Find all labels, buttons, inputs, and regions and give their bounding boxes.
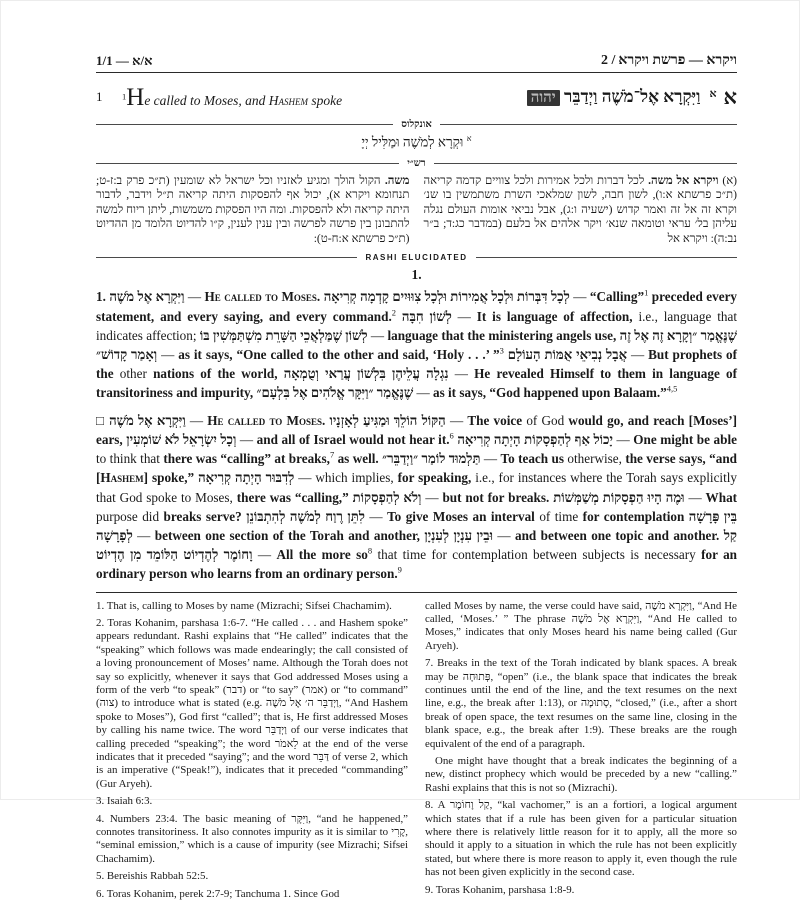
elucidation-paragraph: □ וַיִּקְרָא אֶל מֹשֶׁה — He called to Moses. הַקּוֹל הוֹלֵךְ וּמַגִּיעַ לְאָזְנָיו — The voice of God would go, and reach [Moses’] ears, וְכָל יִשְׂרָאֵל לֹא שׁוֹמְעִין — and all of Israel would not hear it.$^6$ יָכוֹל אַף לְהַפְסָקוֹת הָיְתָה קְרִיאָה — One might be able to think that there was “calling” at breaks,$^7$ as well. תַּלְמוּד לוֹמַר ״וַיְדַבֵּר״ — To teach us otherwise, the verse says, “and [Hashem] spoke,” לְדִבּוּר הָיְתָה קְרִיאָה — which implies, for speaking, i.e., for instances where the Torah says explicitly that God spoke to Moses, there was “calling,” וְלֹא לְהַפְסָקוֹת — but not for breaks. וּמֶה הָיוּ הַפְסָקוֹת מְשַׁמְּשׁוֹת — What purpose did breaks serve? לִתֵּן רֶוַח לְמֹשֶׁה לְהִתְבּוֹנֵן — To give Moses an interval of time for contemplation בֵּין פָּרָשָׁה לְפָרָשָׁה — between one section of the Torah and another, וּבֵין עִנְיָן לְעִנְיָן — and between one topic and another. קַל וָחוֹמֶר לְהֶדְיוֹט הַלּוֹמֵד מִן הֶדְיוֹט — All the more $so^8$ that time for contemplation between subjects is necessary for an ordinary person who learns from an ordinary person.$^9$ bbox=[96, 412, 738, 582]
footnote: 7. Breaks in the text of the Torah indicated by blank spaces. A break may be פְּתוּחָה, “open” (i.e., the blank space that indicates the break continues until the end of the line, and the text resumes on the next line, e.g., the break after 1:13), or סְתוּמָה, “closed,” (i.e., after a short break of open space, the text resumes on the same line, closing in the blank space, e.g., the break after 1:9). These breaks are the rough equivalent of the end of a paragraph. bbox=[425, 657, 737, 750]
onkelos-divider bbox=[96, 119, 737, 130]
divider-line bbox=[96, 257, 357, 258]
footnote: 4. Numbers 23:4. The basic meaning of וַיִּקָּר, “and he happened,” connotes transitoriness. It also connotes impurity as it is similar to קֶרִי, “seminal emission,” which is a cause of impurity (see Mizrachi; Sifsei Chachamim). bbox=[96, 812, 409, 865]
footnote: called Moses by name, the verse could have said, וַיִּקְרָא מֹשֶׁה, “And He called, ‘Moses.’ ” The phrase וַיִּקְרָא אֶל מֹשֶׁה, “And He called to Moses,” indicates that only Moses heard his name being called (Gur Aryeh). bbox=[425, 599, 737, 652]
elucidation-paragraph: 1. וַיִּקְרָא אֶל מֹשֶׁה — He called to Moses. לְכָל דִּבְּרוֹת וּלְכָל אֲמִירוֹת וּלְכָל צִוּוּיִים קָדְמָה קְרִיאָה — “Calling”$^1$ preceded every statement, and every saying, and every command.$^2$ לְשׁוֹן חִבָּה — It is language of affection, i.e., language that indicates affection; לְשׁוֹן שֶׁמַּלְאֲכֵי הַשָּׁרֵת מִשְׁתַּמְּשִׁין בּוֹ — language that the ministering angels use, שֶׁנֶּאֱמַר ״וְקָרָא זֶה אֶל זֶה וְאָמַר קָדוֹשׁ״ — as it says, “One called to the other and said, ‘Holy . . .’ ”$^3$ אֲבָל נְבִיאֵי אֻמּוֹת הָעוֹלָם — But prophets of the other nations of the world, נִגְלָה עֲלֵיהֶן בִּלְשׁוֹן עֲרַאי וְטֻמְאָה — He revealed Himself to them in language of transitoriness and impurity, שֶׁנֶּאֱמַר ״וַיִּקָּר אֱלֹהִים אֶל בִּלְעָם״ — as it says, “God happened upon Balaam.”$^{4,5}$ bbox=[96, 288, 738, 401]
page-header bbox=[96, 53, 737, 73]
rashi-label: רש״י bbox=[407, 157, 426, 169]
header-page-number: 2 / bbox=[600, 53, 616, 68]
divider-line bbox=[434, 163, 737, 164]
verse-english-translation: $^1$He called to Moses, and Hashem spoke bbox=[122, 83, 343, 111]
footnotes-column-left bbox=[96, 600, 408, 905]
footnotes bbox=[96, 593, 737, 905]
footnote: 2. Toras Kohanim, parshasa 1:6-7. “He called . . . and Hashem spoke” appears redundant. Rashi explains that “He called” indicates that the “speaking” which follows was made endearingly; the call consisted of a loving pronouncement of Moses’ name. Although the Torah does not say so explicitly, whenever it says that God addressed Moses using a form of the verb “to speak” (דבר) or “to say” (אמר) or “to command” (צוה) to introduce what is stated (e.g. וַיְדַבֵּר ה׳ אֶל מֹשֶׁה, “And Hashem spoke to Moses”), God first “called”; that is, He first addressed Moses by calling his name twice. The word וַיְדַבֵּר of our verse indicates that calling preceded “speaking”; the word לֵאמֹר at the end of the verse indicates that it preceded “saying”; and the word דַּבֵּר of verse 2, which is an imperative (“Speak!”), indicates that it preceded “commanding” (Gur Aryeh). bbox=[96, 616, 409, 790]
onkelos-verse-marker: א bbox=[466, 134, 472, 143]
divider-line bbox=[96, 163, 399, 164]
section-number-heading: 1. bbox=[411, 267, 422, 283]
footnote: 8. A קַל וָחוֹמֶר, “kal vachomer,” is an a fortiori, a logical argument which states that if a rule has been given for a particular situation where there is relatively little reason for it to apply, all the more so should it apply to a situation in which the rule has not been explicitly stated, but where there is more reason to apply it, even though the rule has not been given explicitly in the second case. bbox=[425, 799, 737, 879]
rashi-hebrew-columns bbox=[96, 174, 737, 247]
footnote: 6. Toras Kohanim, perek 2:7-9; Tanchuma 1. Since God bbox=[96, 887, 340, 900]
header-chapter-verse-ref: 1/1 — א/א bbox=[96, 53, 153, 68]
header-parshah-title: ויקרא — פרשת ויקרא bbox=[618, 53, 737, 68]
elucidation-body bbox=[96, 287, 737, 583]
onkelos-label: אונקלוס bbox=[401, 119, 432, 130]
rashi-divider bbox=[96, 158, 737, 169]
page-content bbox=[96, 53, 737, 905]
footnote: 5. Bereishis Rabbah 52:5. bbox=[96, 870, 209, 883]
rashi-elucidated-label: RASHI ELUCIDATED bbox=[365, 253, 468, 263]
onkelos-text bbox=[96, 134, 737, 151]
rashi-elucidated-divider bbox=[96, 253, 737, 262]
footnote: 1. That is, calling to Moses by name (Mizrachi; Sifsei Chachamim). bbox=[96, 599, 392, 612]
footnotes-column-right bbox=[425, 600, 737, 905]
footnote: 3. Isaiah 6:3. bbox=[96, 795, 153, 808]
chapter-letter-hebrew: א bbox=[723, 84, 737, 109]
verse-letter-hebrew: א bbox=[709, 88, 717, 100]
divider-line bbox=[440, 124, 737, 125]
header-title bbox=[601, 53, 737, 69]
verse-number-arabic: 1 bbox=[96, 89, 103, 104]
footnote: One might have thought that a break indicates the beginning of a new, distinct prophecy which would be preceded by a new “calling.” Rashi explains that this is not so (Mizrachi). bbox=[425, 754, 737, 794]
verse-hebrew-text: וַיִּקְרָא אֶל־מֹשֶׁה וַיְדַבֵּר יהוה bbox=[527, 87, 701, 107]
verse-line bbox=[96, 82, 737, 112]
footnote: 9. Toras Kohanim, parshasa 1:8-9. bbox=[425, 883, 575, 896]
rashi-column-left: משה. הקול הולך ומגיע לאזניו וכל ישראל לא שומעין (ת״כ פרק ב:ז-ט; תנחומא ויקרא א), יכול אף להפסקות היתה קריאה ת״ל וידבר, לדבור היתה קריאה ולא להפסקות. ומה היו הפסקות משמשות, ליתן ריוח למשה להתבונן בין פרשה לפרשה ובין ענין לענין, ק״ו להדיוט הלומד מן ההדיוט (ת״כ פרשתא א:ח-ט): bbox=[96, 173, 410, 245]
divider-line bbox=[96, 124, 393, 125]
rashi-column-right: (א) ויקרא אל משה. לכל דברות ולכל אמירות ולכל צוויים קדמה קריאה (ת״כ פרשתא א:ו), לשון חבה, לשון שמלאכי השרת משתמשין בו שנ׳ וקרא זה אל זה ואמר קדוש (ישעיה ו:ג), אבל נביאי אומות העולם נגלה עליהן בל׳ עראי וטומאה שנא׳ ויקר אלהים אל בלעם (במדבר כג:ד; ב״ר נב:ה): ויקרא אל bbox=[423, 173, 738, 245]
divider-line bbox=[476, 257, 737, 258]
onkelos-translation: וּקְרָא לְמֹשֶׁה וּמַלִּיל יְיָ bbox=[361, 134, 464, 150]
